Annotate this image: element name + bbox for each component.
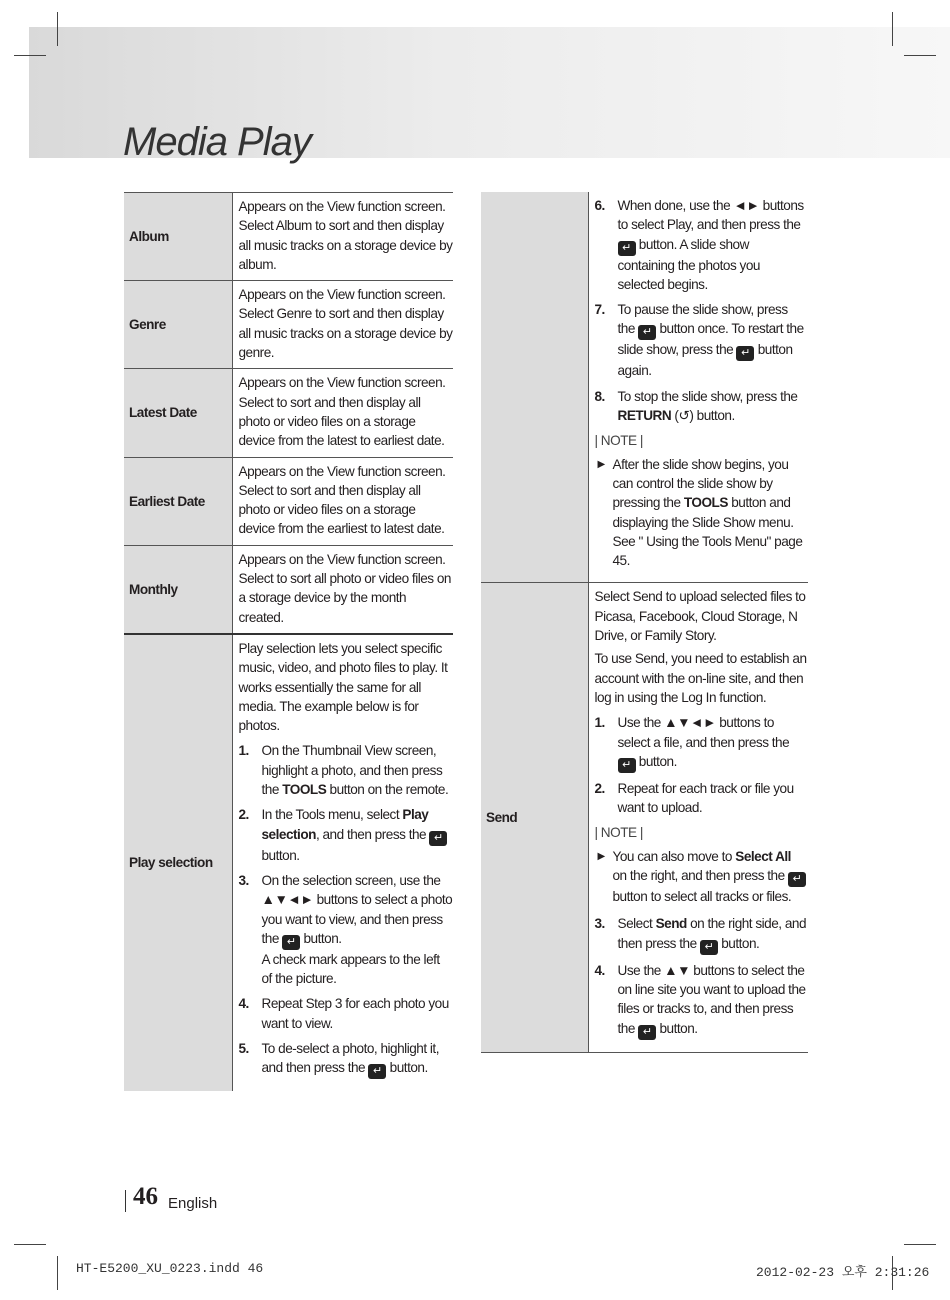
step-number: 2. bbox=[238, 807, 249, 823]
play-selection-steps bbox=[239, 741, 454, 1079]
row-label: Album bbox=[124, 193, 232, 281]
enter-button-icon: ↵ bbox=[282, 935, 300, 950]
enter-button-icon: ↵ bbox=[638, 325, 656, 340]
step-number: 2. bbox=[594, 780, 605, 796]
step-text: button again. bbox=[617, 342, 793, 379]
crop-mark bbox=[904, 1244, 936, 1245]
crop-mark bbox=[57, 12, 58, 46]
left-options-table bbox=[124, 192, 453, 1091]
step-bold: Play selection bbox=[261, 807, 429, 842]
step-number: 1. bbox=[238, 743, 249, 759]
row-label: Latest Date bbox=[124, 369, 232, 457]
page-title: Media Play bbox=[123, 120, 311, 164]
note-text: You can also move to bbox=[612, 848, 736, 864]
crop-mark bbox=[904, 55, 936, 56]
row-description: Appears on the View function screen. Select to sort and then display all photo or video files on a storage device from the latest to earliest date. bbox=[238, 375, 446, 449]
step-text: , and then press the bbox=[315, 826, 430, 842]
crop-mark bbox=[892, 12, 893, 46]
triangle-bullet-icon: ▶ bbox=[597, 458, 605, 470]
step-text: button. bbox=[635, 753, 677, 769]
list-item bbox=[239, 1039, 454, 1079]
step-number: 4. bbox=[238, 996, 249, 1012]
note-bold: TOOLS bbox=[683, 495, 728, 511]
note-text: After the slide show begins, you can control the slide show by pressing the bbox=[612, 456, 789, 511]
enter-button-icon: ↵ bbox=[618, 758, 636, 773]
list-item bbox=[595, 961, 809, 1040]
list-item bbox=[595, 779, 809, 818]
crop-mark bbox=[14, 55, 46, 56]
note-bullet bbox=[595, 847, 809, 907]
step-number: 8. bbox=[594, 388, 605, 404]
list-item bbox=[239, 741, 454, 799]
note-text: button to select all tracks or files. bbox=[612, 889, 792, 905]
step-text: ( bbox=[671, 408, 679, 424]
table-row bbox=[481, 192, 808, 583]
list-item bbox=[595, 713, 809, 773]
play-selection-intro: Play selection lets you select specific music, video, and photo files to play. It works essentially the same for all media. The example below is for photos. bbox=[238, 640, 448, 734]
enter-button-icon: ↵ bbox=[700, 940, 718, 955]
send-intro: To use Send, you need to establish an account with the on-line site, and then log in using the Log In function. bbox=[594, 651, 807, 705]
note-label: | NOTE | bbox=[594, 433, 643, 449]
step-text: To de-select a photo, highlight it, and then press the bbox=[261, 1040, 439, 1076]
step-text: button. A slide show containing the photos you selected begins. bbox=[617, 236, 760, 292]
table-row bbox=[481, 583, 808, 1052]
footer-divider bbox=[125, 1190, 126, 1212]
enter-button-icon: ↵ bbox=[368, 1064, 386, 1079]
step-text: Use the ▲▼ buttons to select the on line site you want to upload the files or tracks to, and then press the bbox=[617, 962, 806, 1036]
list-item bbox=[239, 994, 454, 1033]
step-text: button. bbox=[386, 1060, 428, 1076]
note-text: button and displaying the Slide Show menu. See " Using the Tools Menu" page 45. bbox=[612, 495, 803, 569]
step-text: To stop the slide show, press the bbox=[617, 388, 798, 404]
list-item bbox=[595, 300, 809, 381]
row-label bbox=[481, 192, 588, 583]
table-row bbox=[124, 457, 453, 545]
step-number: 3. bbox=[238, 872, 249, 888]
note-bold: Select All bbox=[735, 848, 791, 864]
list-item bbox=[595, 914, 809, 954]
row-description bbox=[588, 192, 808, 583]
note-label: | NOTE | bbox=[594, 825, 643, 841]
step-text: button. bbox=[656, 1020, 698, 1036]
step-text: button. bbox=[300, 930, 342, 946]
list-item bbox=[595, 196, 809, 294]
enter-button-icon: ↵ bbox=[788, 872, 806, 887]
step-text: button. bbox=[261, 847, 300, 863]
note-text: on the right, and then press the bbox=[612, 868, 788, 884]
table-row bbox=[124, 545, 453, 634]
step-text: On the Thumbnail View screen, highlight a photo, and then press the bbox=[261, 743, 443, 798]
step-text: Use the ▲▼◄► buttons to select a file, and then press the bbox=[617, 715, 790, 750]
step-text: on the right side, and then press the bbox=[617, 916, 807, 951]
row-label: Earliest Date bbox=[124, 457, 232, 545]
list-item bbox=[595, 387, 809, 426]
triangle-bullet-icon: ▶ bbox=[597, 850, 605, 862]
step-text: ) button. bbox=[689, 408, 735, 424]
step-text: To pause the slide show, press the bbox=[617, 302, 788, 337]
step-number: 6. bbox=[594, 198, 605, 213]
row-label: Send bbox=[481, 583, 588, 1052]
step-text: button. bbox=[717, 935, 760, 951]
row-label: Play selection bbox=[124, 634, 232, 1091]
table-row bbox=[124, 634, 453, 1091]
step-number: 3. bbox=[594, 916, 605, 932]
step-text: button on the remote. bbox=[326, 782, 449, 798]
step-bold: Send bbox=[655, 916, 687, 932]
step-number: 1. bbox=[594, 715, 605, 731]
step-text: button once. To restart the slide show, press the bbox=[617, 321, 804, 358]
send-steps bbox=[595, 713, 809, 817]
step-number: 7. bbox=[594, 302, 605, 318]
enter-button-icon: ↵ bbox=[638, 1025, 656, 1040]
enter-button-icon: ↵ bbox=[736, 346, 754, 361]
send-intro: Select Send to upload selected files to Picasa, Facebook, Cloud Storage, N Drive, or Family Story. bbox=[594, 589, 806, 644]
row-description: Appears on the View function screen. Select Genre to sort and then display all music tracks on a storage device by genre. bbox=[238, 287, 453, 361]
row-label: Monthly bbox=[124, 545, 232, 634]
note-bullet bbox=[595, 455, 809, 571]
step-number: 4. bbox=[594, 962, 605, 978]
row-description: Appears on the View function screen. Select to sort all photo or video files on a storage device by the month created. bbox=[238, 551, 451, 625]
step-bold: RETURN bbox=[617, 408, 672, 424]
step-text: Repeat for each track or file you want to upload. bbox=[617, 780, 794, 816]
row-description: Appears on the View function screen. Select Album to sort and then display all music tracks on a storage device by album. bbox=[238, 199, 453, 272]
table-row bbox=[124, 193, 453, 281]
table-row bbox=[124, 369, 453, 457]
slug-timestamp: 2012-02-23 오후 2:31:26 bbox=[756, 1265, 930, 1280]
list-item bbox=[239, 871, 454, 988]
enter-button-icon: ↵ bbox=[429, 831, 447, 846]
page-language: English bbox=[168, 1195, 218, 1212]
table-row bbox=[124, 281, 453, 369]
step-text: On the selection screen, use the ▲▼◄► buttons to select a photo you want to view, and then press the bbox=[261, 872, 453, 946]
step-text: Repeat Step 3 for each photo you want to view. bbox=[261, 996, 449, 1031]
crop-mark bbox=[57, 1256, 58, 1290]
step-text: A check mark appears to the left of the picture. bbox=[261, 951, 440, 987]
enter-button-icon: ↵ bbox=[618, 241, 636, 256]
step-text: Select bbox=[617, 916, 656, 932]
step-text: When done, use the ◄► buttons to select Play, and then press the bbox=[617, 198, 804, 233]
slideshow-steps bbox=[595, 196, 809, 425]
step-number: 5. bbox=[238, 1040, 249, 1056]
step-bold: TOOLS bbox=[282, 782, 327, 798]
row-label: Genre bbox=[124, 281, 232, 369]
page-number: 46 bbox=[133, 1183, 158, 1210]
row-description bbox=[232, 634, 453, 1091]
return-icon: ↺ bbox=[678, 408, 690, 424]
step-text: In the Tools menu, select bbox=[261, 807, 403, 823]
right-options-table bbox=[481, 192, 808, 1053]
slug-file-info: HT-E5200_XU_0223.indd 46 bbox=[76, 1261, 264, 1276]
list-item bbox=[239, 805, 454, 865]
send-steps-continued bbox=[595, 914, 809, 1039]
row-description: Appears on the View function screen. Select to sort and then display all photo or video files on a storage device from the earliest to latest date. bbox=[238, 463, 446, 537]
crop-mark bbox=[14, 1244, 46, 1245]
row-description bbox=[588, 583, 808, 1052]
